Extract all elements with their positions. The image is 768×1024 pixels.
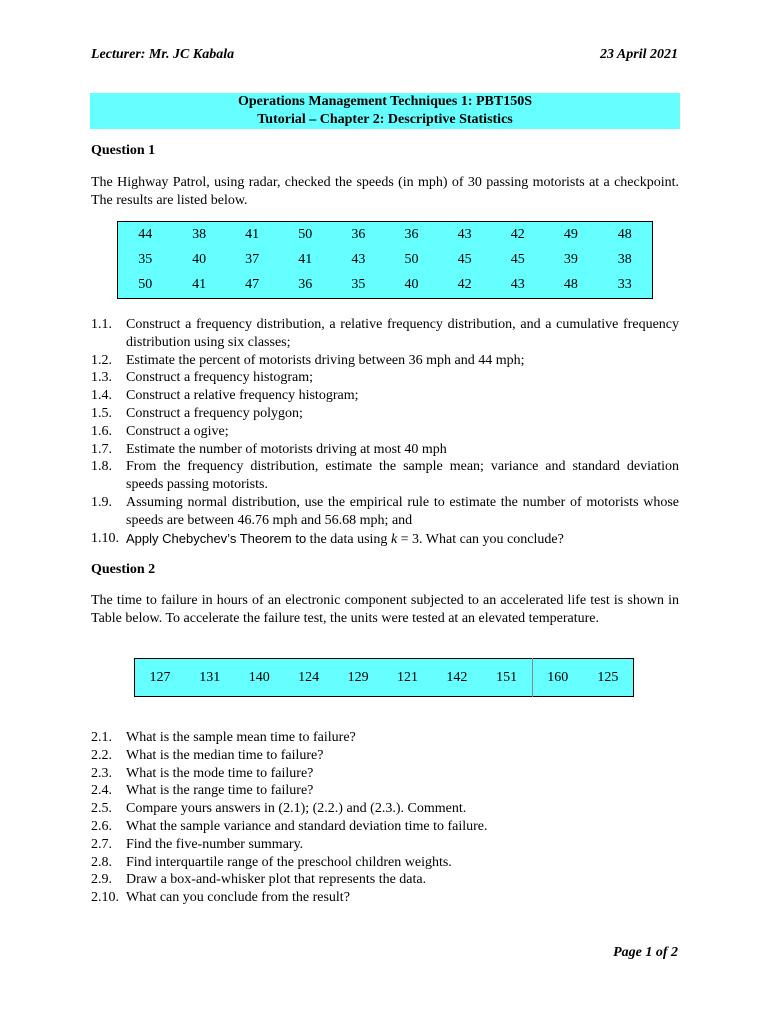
item-number: 2.7. (91, 836, 112, 852)
table-cell: 38 (617, 251, 632, 267)
item-number: 1.8. (91, 459, 112, 475)
table-cell: 37 (245, 251, 260, 267)
item-text-sans: Apply Chebychev’s Theorem to (126, 530, 307, 546)
list-item (91, 747, 679, 765)
item-number: 1.2. (91, 352, 112, 368)
table-cell: 127 (149, 669, 171, 685)
list-item (91, 871, 679, 889)
table-cell: 36 (351, 226, 366, 242)
item-number: 2.3. (91, 765, 112, 781)
table-cell: 129 (347, 669, 369, 685)
list-item (91, 405, 679, 423)
item-text: Construct a frequency histogram; (126, 370, 314, 386)
table-cell: 49 (563, 226, 578, 242)
item-number: 2.4. (91, 783, 112, 799)
table-cell: 41 (192, 277, 207, 293)
item-text: Construct a frequency polygon; (126, 405, 303, 421)
list-item (91, 458, 679, 494)
item-text: the data using (306, 531, 391, 547)
list-item (91, 818, 679, 836)
item-text: What can you conclude from the result? (126, 890, 350, 906)
table-cell: 124 (298, 669, 320, 685)
table-cell: 48 (617, 226, 632, 242)
list-item (91, 369, 679, 387)
item-number: 2.2. (91, 747, 112, 763)
item-number: 1.3. (91, 370, 112, 386)
item-text: = 3. What can you conclude? (397, 531, 564, 547)
item-text: What the sample variance and standard deviation time to failure. (126, 818, 488, 834)
table-cell: 41 (298, 251, 313, 267)
table-cell: 50 (298, 226, 313, 242)
item-text: Draw a box-and-whisker plot that represents the data. (126, 872, 427, 888)
item-number: 1.6. (91, 423, 112, 439)
table-row (118, 273, 653, 299)
list-item (91, 800, 679, 818)
item-text: Assuming normal distribution, use the empirical rule to estimate the number of motorists whose speeds are between 46.76 mph and 56.68 mph; and (126, 494, 679, 528)
list-item (91, 352, 679, 370)
item-number: 1.1. (91, 317, 112, 332)
item-text: What is the median time to failure? (126, 747, 324, 763)
table-cell: 45 (457, 251, 472, 267)
table-cell: 125 (597, 669, 619, 685)
question-1-intro: The Highway Patrol, using radar, checked the speeds (in mph) of 30 passing motorists at a checkpoint. The results are listed below. (91, 175, 679, 208)
question-2-intro: The time to failure in hours of an electronic component subjected to an accelerated life test is shown in Table below. To accelerate the failure test, the units were tested at an elevated temperature. (91, 593, 679, 626)
table-cell: 35 (138, 251, 153, 267)
item-number: 1.7. (91, 441, 112, 457)
table-cell: 151 (496, 669, 518, 685)
item-text: What is the mode time to failure? (126, 765, 314, 781)
table-cell: 40 (192, 251, 207, 267)
item-number: 2.6. (91, 818, 112, 834)
title-banner (90, 93, 680, 129)
item-text: Find the five-number summary. (126, 836, 304, 852)
table-cell: 43 (351, 251, 366, 267)
item-text: Construct a frequency distribution, a relative frequency distribution, and a cumulative frequency distribution using six classes; (126, 317, 679, 350)
table-cell: 35 (351, 277, 366, 293)
table-cell: 41 (245, 226, 260, 242)
list-item (91, 387, 679, 405)
item-number: 2.9. (91, 872, 112, 888)
item-number: 2.1. (91, 730, 112, 745)
list-item (91, 729, 679, 747)
table-cell: 44 (138, 226, 153, 242)
table-cell: 47 (245, 277, 260, 293)
item-number: 1.9. (91, 494, 112, 510)
item-variable: k (390, 531, 398, 547)
table-cell: 140 (248, 669, 270, 685)
table-cell: 42 (457, 277, 472, 293)
table-cell: 36 (404, 226, 419, 242)
item-number: 2.5. (91, 801, 112, 817)
table-cell: 42 (510, 226, 525, 242)
question-2-list (91, 729, 679, 907)
table-cell: 50 (404, 251, 419, 267)
item-text: Estimate the number of motorists driving at most 40 mph (126, 441, 447, 457)
table-row (118, 222, 653, 248)
list-item (91, 530, 679, 549)
item-text: What is the range time to failure? (126, 783, 314, 799)
item-text: What is the sample mean time to failure? (126, 730, 356, 745)
item-number: 2.10. (91, 890, 119, 906)
table-cell: 48 (563, 277, 578, 293)
question-2-heading: Question 2 (91, 562, 156, 577)
item-number: 1.10. (91, 530, 119, 546)
list-item (91, 782, 679, 800)
item-text: Find interquartile range of the preschool children weights. (126, 854, 452, 870)
item-text: Construct a relative frequency histogram; (126, 388, 359, 404)
list-item (91, 441, 679, 459)
list-item (91, 889, 679, 907)
table-row (118, 247, 653, 272)
table-cell: 142 (446, 669, 468, 685)
table-cell: 121 (396, 669, 418, 685)
table-cell: 50 (138, 277, 153, 293)
item-text: Construct a ogive; (126, 423, 229, 439)
list-item (91, 423, 679, 441)
speeds-table (117, 221, 653, 299)
item-text: Estimate the percent of motorists driving between 36 mph and 44 mph; (126, 352, 525, 368)
list-item (91, 765, 679, 783)
table-cell: 43 (457, 226, 472, 242)
lecturer-label: Lecturer: Mr. JC Kabala (91, 47, 235, 62)
tutorial-title: Tutorial – Chapter 2: Descriptive Statistics (257, 112, 513, 127)
item-number: 1.4. (91, 388, 112, 404)
table-cell: 33 (617, 277, 632, 293)
list-item (91, 836, 679, 854)
course-title: Operations Management Techniques 1: PBT150S (237, 94, 533, 109)
table-cell: 160 (532, 659, 583, 697)
table-cell: 38 (192, 226, 207, 242)
question-1-list (91, 316, 679, 548)
list-item (91, 316, 679, 352)
list-item (91, 494, 679, 530)
table-cell: 39 (563, 251, 578, 267)
failure-times-table (134, 658, 634, 697)
page-number: Page 1 of 2 (613, 945, 678, 960)
list-item (91, 854, 679, 872)
item-number: 2.8. (91, 854, 112, 870)
table-row (135, 659, 634, 697)
table-cell: 43 (510, 277, 525, 293)
table-cell: 131 (199, 669, 221, 685)
item-text: From the frequency distribution, estimate the sample mean; variance and standard deviation speeds passing motorists. (126, 459, 679, 493)
table-cell: 45 (510, 251, 525, 267)
item-text: Compare yours answers in (2.1); (2.2.) and (2.3.). Comment. (126, 801, 467, 817)
date-label: 23 April 2021 (599, 47, 678, 62)
table-cell: 40 (404, 277, 419, 293)
item-number: 1.5. (91, 405, 112, 421)
table-cell: 36 (298, 277, 313, 293)
question-1-heading: Question 1 (91, 143, 156, 158)
